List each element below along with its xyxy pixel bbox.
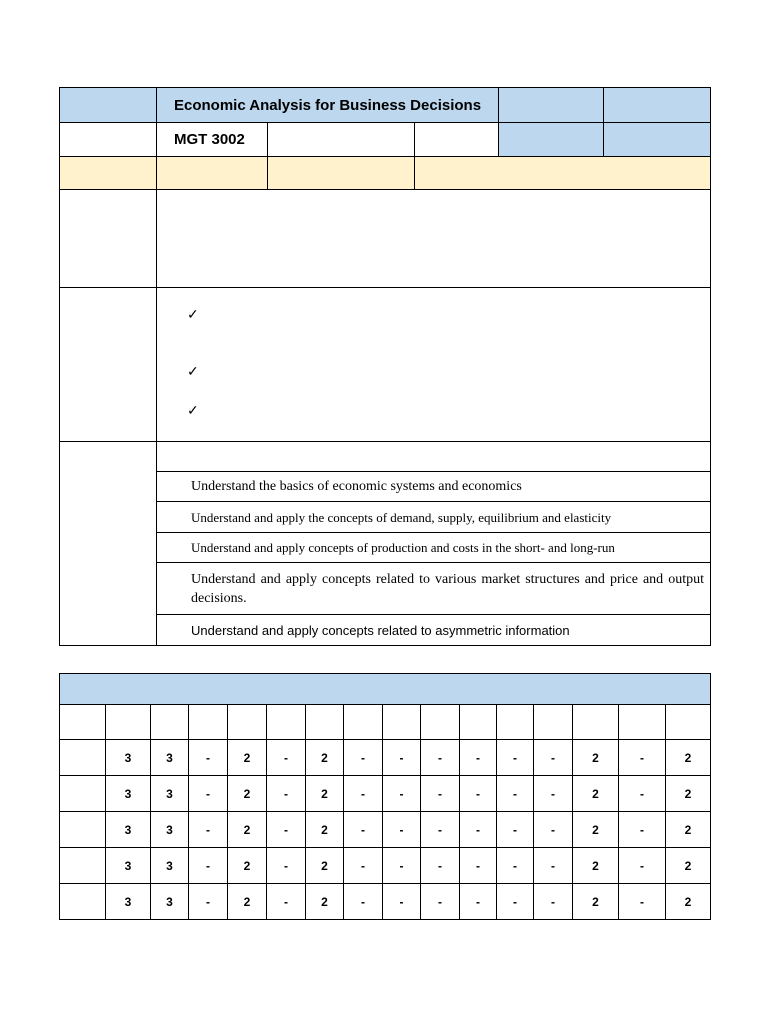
info-cell (415, 157, 711, 190)
mapping-cell: 3 (106, 740, 151, 776)
mapping-cell: - (534, 884, 573, 920)
course-code-row (60, 123, 711, 157)
table-row (60, 812, 711, 848)
mapping-cell: 2 (228, 848, 267, 884)
mapping-cell: - (344, 740, 383, 776)
mapping-cell: - (497, 848, 534, 884)
mapping-cell: - (267, 884, 306, 920)
objectives-label-cell (60, 288, 157, 442)
mapping-cell: - (344, 776, 383, 812)
mapping-cell: - (460, 884, 497, 920)
mapping-cell: 2 (306, 776, 344, 812)
mapping-cell: - (383, 776, 421, 812)
mapping-cell: - (383, 848, 421, 884)
mapping-cell: - (619, 776, 666, 812)
mapping-cell: 2 (666, 884, 711, 920)
mapping-cell: - (267, 812, 306, 848)
mapping-cell: 3 (106, 884, 151, 920)
header-cell (666, 705, 711, 740)
mapping-cell: - (497, 776, 534, 812)
description-cell (157, 190, 711, 288)
outcome-1: Understand the basics of economic systems and economics (157, 472, 711, 502)
mapping-cell: 3 (151, 812, 189, 848)
outcome-row (60, 533, 711, 563)
header-cell (573, 705, 619, 740)
header-cell (499, 88, 604, 123)
mapping-cell: - (534, 848, 573, 884)
mapping-cell: - (534, 812, 573, 848)
header-cell (619, 705, 666, 740)
mapping-cell: - (619, 740, 666, 776)
course-code: MGT 3002 (157, 123, 268, 157)
mapping-title-row (60, 674, 711, 705)
mapping-cell: - (383, 884, 421, 920)
mapping-cell: 3 (151, 848, 189, 884)
mapping-cell: 3 (106, 776, 151, 812)
co-po-mapping-table (59, 673, 711, 920)
mapping-cell: - (267, 776, 306, 812)
mapping-cell: - (421, 848, 460, 884)
outcome-row (60, 472, 711, 502)
mapping-cell: - (383, 740, 421, 776)
mapping-cell: 3 (151, 884, 189, 920)
check-icon: ✓ (187, 402, 199, 418)
blank-cell (415, 123, 499, 157)
outcomes-header-cell (157, 442, 711, 472)
mapping-cell: - (267, 740, 306, 776)
mapping-cell: 2 (573, 848, 619, 884)
mapping-cell: - (460, 740, 497, 776)
objectives-row (60, 288, 711, 442)
table-row (60, 848, 711, 884)
header-cell (604, 123, 711, 157)
mapping-cell: - (534, 740, 573, 776)
mapping-cell: - (619, 884, 666, 920)
course-title: Economic Analysis for Business Decisions (157, 88, 499, 123)
mapping-title-cell (60, 674, 711, 705)
outcome-3: Understand and apply concepts of production and costs in the short- and long-run (157, 533, 711, 563)
mapping-cell: - (344, 848, 383, 884)
mapping-cell: 2 (666, 848, 711, 884)
header-cell (189, 705, 228, 740)
mapping-cell: 2 (306, 848, 344, 884)
mapping-cell: - (460, 848, 497, 884)
mapping-cell: - (421, 812, 460, 848)
mapping-cell: - (497, 884, 534, 920)
header-label-cell (60, 88, 157, 123)
header-cell (60, 705, 106, 740)
header-cell (534, 705, 573, 740)
description-label-cell (60, 190, 157, 288)
mapping-cell: - (267, 848, 306, 884)
mapping-cell: - (189, 848, 228, 884)
outcome-5: Understand and apply concepts related to asymmetric information (157, 615, 711, 646)
blank-cell (268, 123, 415, 157)
syllabus-table (59, 87, 711, 646)
outcome-row (60, 563, 711, 615)
mapping-cell: 2 (573, 776, 619, 812)
mapping-cell: 2 (306, 740, 344, 776)
mapping-cell: 3 (151, 740, 189, 776)
code-label-cell (60, 123, 157, 157)
header-cell (151, 705, 189, 740)
header-cell (344, 705, 383, 740)
outcome-row (60, 615, 711, 646)
info-row (60, 157, 711, 190)
row-label-cell (60, 776, 106, 812)
row-label-cell (60, 884, 106, 920)
row-label-cell (60, 740, 106, 776)
mapping-cell: 2 (666, 740, 711, 776)
mapping-cell: 2 (228, 812, 267, 848)
mapping-cell: 2 (228, 776, 267, 812)
mapping-cell: - (619, 848, 666, 884)
mapping-cell: 3 (106, 848, 151, 884)
mapping-cell: - (534, 776, 573, 812)
header-cell (267, 705, 306, 740)
outcome-4: Understand and apply concepts related to various market structures and price and output decisions. (157, 563, 711, 615)
mapping-cell: - (189, 740, 228, 776)
info-cell (60, 157, 157, 190)
row-label-cell (60, 812, 106, 848)
header-cell (306, 705, 344, 740)
mapping-cell: 2 (573, 812, 619, 848)
objectives-cell (157, 288, 711, 442)
mapping-header-row (60, 705, 711, 740)
mapping-cell: - (383, 812, 421, 848)
mapping-cell: 2 (666, 812, 711, 848)
check-icon: ✓ (187, 306, 199, 322)
mapping-cell: - (460, 812, 497, 848)
info-cell (268, 157, 415, 190)
table-row (60, 740, 711, 776)
mapping-cell: - (497, 812, 534, 848)
header-cell (497, 705, 534, 740)
mapping-cell: - (344, 884, 383, 920)
row-label-cell (60, 848, 106, 884)
header-cell (228, 705, 267, 740)
mapping-cell: 2 (228, 740, 267, 776)
mapping-cell: 3 (151, 776, 189, 812)
mapping-cell: - (189, 812, 228, 848)
check-icon: ✓ (187, 363, 199, 379)
header-cell (604, 88, 711, 123)
outcome-2: Understand and apply the concepts of demand, supply, equilibrium and elasticity (157, 502, 711, 533)
mapping-cell: 2 (228, 884, 267, 920)
table-row (60, 884, 711, 920)
outcomes-header-row (60, 442, 711, 472)
mapping-cell: - (189, 776, 228, 812)
header-cell (421, 705, 460, 740)
mapping-cell: - (460, 776, 497, 812)
mapping-cell: - (497, 740, 534, 776)
table-row (60, 776, 711, 812)
mapping-cell: 3 (106, 812, 151, 848)
header-cell (106, 705, 151, 740)
mapping-cell: - (421, 884, 460, 920)
mapping-cell: 2 (306, 812, 344, 848)
mapping-cell: - (619, 812, 666, 848)
description-row (60, 190, 711, 288)
mapping-cell: - (344, 812, 383, 848)
mapping-cell: 2 (573, 740, 619, 776)
mapping-cell: - (421, 776, 460, 812)
outcomes-label-cell (60, 442, 157, 646)
outcome-row (60, 502, 711, 533)
mapping-cell: 2 (306, 884, 344, 920)
info-cell (157, 157, 268, 190)
header-cell (499, 123, 604, 157)
header-cell (383, 705, 421, 740)
mapping-cell: 2 (573, 884, 619, 920)
mapping-cell: - (421, 740, 460, 776)
course-title-row (60, 88, 711, 123)
mapping-cell: 2 (666, 776, 711, 812)
header-cell (460, 705, 497, 740)
mapping-body (60, 740, 711, 920)
mapping-cell: - (189, 884, 228, 920)
